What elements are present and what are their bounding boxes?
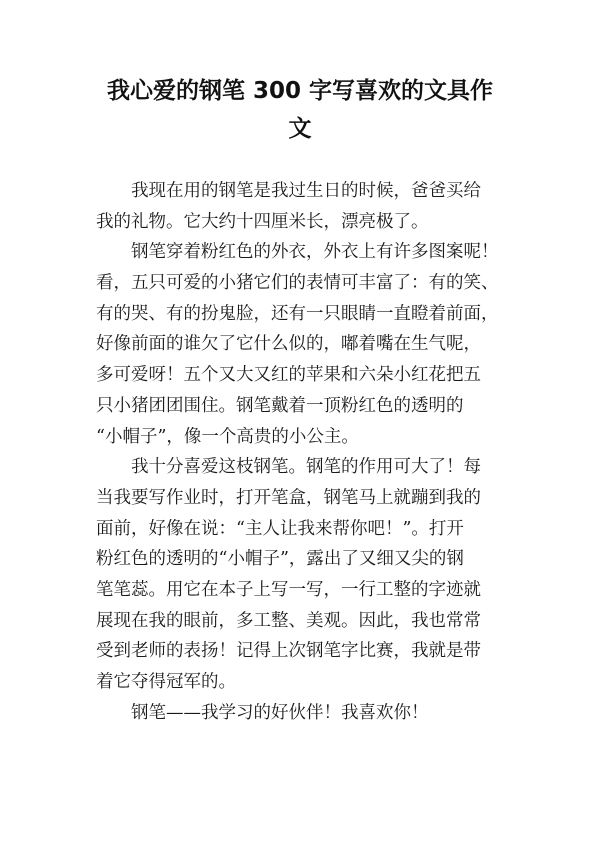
title-line-2: 文: [288, 116, 312, 142]
paragraph-3-line: 面前，好像在说：“主人让我来帮你吧！”。打开: [96, 518, 464, 539]
paragraph-1-line: 我现在用的钢笔是我过生日的时候，爸爸买给: [131, 181, 481, 201]
paragraph-3-line: 我十分喜爱这枝钢笔。钢笔的作用可大了！每: [131, 457, 481, 478]
paragraph-3-line: 受到老师的表扬！记得上次钢笔字比赛，我就是带: [96, 641, 481, 662]
paragraph-2-line: 钢笔穿着粉红色的外衣，外衣上有许多图案呢！: [131, 242, 499, 263]
paragraph-3-line: 着它夺得冠军的。: [96, 672, 236, 692]
essay-body: [96, 176, 526, 728]
paragraph-2-line: 看，五只可爱的小猪它们的表情可丰富了：有的笑、: [96, 273, 499, 294]
paragraph-3-line: 笔笔蕊。用它在本子上写一写，一行工整的字迹就: [96, 579, 481, 600]
paragraph-2-line: “小帽子”，像一个高贵的小公主。: [96, 426, 359, 447]
document-title: [60, 72, 540, 148]
paragraph-1-line: 我的礼物。它大约十四厘米长，漂亮极了。: [96, 211, 429, 232]
paragraph-2-line: 只小猪团团围住。钢笔戴着一顶粉红色的透明的: [96, 395, 464, 416]
title-line-1: 我心爱的钢笔 300 字写喜欢的文具作: [106, 78, 494, 104]
paragraph-3-line: 展现在我的眼前，多工整、美观。因此，我也常常: [96, 610, 481, 631]
paragraph-2-line: 多可爱呀！五个又大又红的苹果和六朵小红花把五: [96, 365, 481, 386]
paragraph-4-line: 钢笔——我学习的好伙伴！我喜欢你！: [131, 702, 429, 723]
paragraph-3-line: 粉红色的透明的“小帽子”，露出了又细又尖的钢: [96, 549, 464, 570]
paragraph-2-line: 好像前面的谁欠了它什么似的，嘟着嘴在生气呢，: [96, 334, 481, 355]
paragraph-2-line: 有的哭、有的扮鬼脸，还有一只眼睛一直瞪着前面，: [96, 303, 499, 324]
paragraph-3-line: 当我要写作业时，打开笔盒，钢笔马上就蹦到我的: [96, 487, 481, 508]
